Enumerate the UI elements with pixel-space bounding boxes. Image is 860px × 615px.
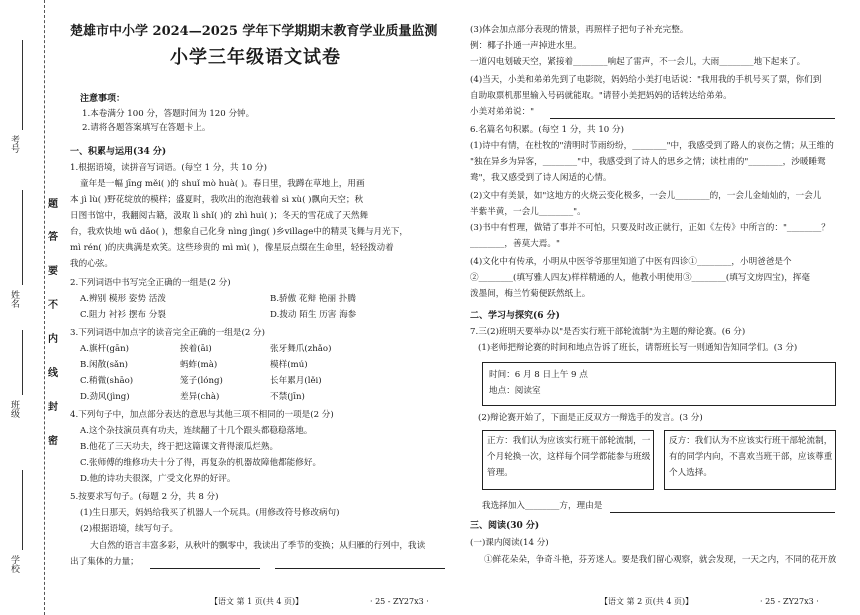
- q3-option-d: 不禁(jīn): [270, 392, 305, 402]
- exam-number-field[interactable]: [22, 40, 23, 130]
- section-heading: 二、学习与探究(6 分): [470, 311, 560, 321]
- label-class: 班级: [9, 400, 19, 418]
- seal-char: 线: [48, 368, 58, 379]
- q2-option-c[interactable]: C.阻力 衬衫 摆布 分裂: [80, 310, 166, 320]
- q5-example: 例：椰子扑通一声掉进水里。: [470, 41, 582, 51]
- label-exam-number: 考号: [9, 135, 19, 153]
- pro-text: 管理。: [487, 468, 513, 478]
- q2-option-d[interactable]: D.拨动 陌生 历害 海参: [270, 310, 357, 320]
- q6-line: 半紫半黄，一会儿________"。: [470, 207, 586, 217]
- seal-char: 内: [48, 334, 58, 345]
- q5-context: 出了集体的力量；: [70, 557, 139, 567]
- q3-option-a: 挨着(āi): [180, 344, 212, 354]
- question-3: 3.下列词语中加点字的读音完全正确的一组是(2 分): [70, 328, 265, 338]
- con-text: 个人选择。: [669, 468, 712, 478]
- q3-option-d: 差异(chà): [180, 392, 220, 402]
- answer-line[interactable]: [275, 568, 445, 569]
- question-7: 7.三(2)班明天要举办以"是否实行班干部轮流制"为主题的辩论赛。(6 分): [470, 327, 746, 337]
- q6-line: ②________(填写雅人四友)样样精通的人，他教小明使用③________(填写文房四宝)，挥毫: [470, 273, 810, 283]
- q3-option-b: 模样(mú): [270, 360, 308, 370]
- q5-answer-prompt: 小美对弟弟说：": [470, 107, 535, 117]
- q3-option-b[interactable]: B.闲散(sǎn): [80, 360, 129, 370]
- reading-subsection: (一)课内阅读(14 分): [470, 538, 549, 548]
- seal-char: 答: [48, 232, 58, 243]
- pro-side-box: [482, 430, 654, 490]
- q6-line: 泼墨间，梅兰竹菊便跃然纸上。: [470, 289, 591, 299]
- answer-line[interactable]: [550, 118, 835, 119]
- q7-part-1: (1)老师把辩论赛的时间和地点告诉了班长，请帮班长写一则通知告知同学们。(3 分): [478, 343, 798, 353]
- q1-line: 童年是一幅 jīng měi( )的 shuǐ mò huà( )。春日里，我蹲在草地上，用画: [80, 179, 365, 189]
- seal-char: 要: [48, 266, 58, 277]
- exam-title: 小学三年级语文试卷: [170, 47, 341, 68]
- q6-line: (2)文中有美景，如"这地方的火烧云变化极多，一会儿________的，一会儿金灿灿的，一会儿: [470, 191, 822, 201]
- q1-line: 我的心弦。: [70, 259, 113, 269]
- question-4: 4.下列句子中，加点部分表达的意思与其他三项不相同的一项是(2 分): [70, 410, 334, 420]
- q6-line: "独在异乡为异客，________"中，我感受到了诗人的思乡之情；读杜甫的"________，沙暖睡鸳: [470, 157, 826, 167]
- page-code: · 25 - ZY27x3 ·: [370, 597, 429, 606]
- answer-line[interactable]: [610, 512, 835, 513]
- q5-context: 大自然的语言丰富多彩，从秋叶的飘零中，我读出了季节的变换；从归雁的行列中，我读: [90, 541, 426, 551]
- seal-char: 封: [48, 402, 58, 413]
- q3-option-a[interactable]: A.旗杆(gān): [80, 344, 129, 354]
- section-heading: 一、积累与运用(34 分): [70, 147, 167, 157]
- q2-option-b[interactable]: B.骄傲 花辩 艳丽 扑腾: [270, 294, 356, 304]
- q4-option-b[interactable]: B.他花了三天功夫，终于把这篇课文背得滚瓜烂熟。: [80, 442, 279, 452]
- q4-option-d[interactable]: D.他的诗功夫很深，广受文化界的好评。: [80, 474, 236, 484]
- q6-line: (1)诗中有情，在杜牧的"清明时节雨纷纷，________"中，我感受到了路人的哀伤之情；从王维的: [470, 141, 834, 151]
- q5-part-4: 自助取票机那里输入号码就能取。"请替小美把妈妈的话转达给弟弟。: [470, 91, 732, 101]
- q6-line: (4)文化中有传承，小明从中医爷爷那里知道了中医有四诊①________，小明爸爸是个: [470, 257, 792, 267]
- page-footer: 【语文 第 2 页(共 4 页)】: [600, 597, 694, 606]
- q4-option-c[interactable]: C.张师傅的维修功夫十分了得，再复杂的机器故障他都能修好。: [80, 458, 322, 468]
- cut-line: [44, 0, 45, 615]
- q6-line: (3)书中有哲理，做错了事并不可怕，只要及时改正就行，正如《左传》中所言的："________？: [470, 223, 830, 233]
- page-1: [70, 0, 450, 615]
- exam-header: 楚雄市中小学 2024—2025 学年下学期期末教育学业质量监测: [70, 24, 438, 39]
- question-6: 6.名篇名句积累。(每空 1 分，共 10 分): [470, 125, 624, 135]
- question-1: 1.根据语境，读拼音写词语。(每空 1 分，共 10 分): [70, 163, 267, 173]
- con-text: 有的同学内向，不喜欢当班干部，应该尊重: [669, 452, 833, 462]
- q5-part-3: (3)体会加点部分表现的情景，再照样子把句子补充完整。: [470, 25, 689, 35]
- reading-text: ①鲜花朵朵，争奇斗艳，芬芳迷人。要是我们留心观察，就会发现，一天之内，不同的花开放: [484, 555, 837, 565]
- notice-line: 2.请将各题答案填写在答题卡上。: [82, 123, 211, 133]
- seal-char: 密: [48, 436, 58, 447]
- q6-line: ________，善莫大焉。": [470, 239, 560, 249]
- q6-line: 鸯"，我又感受到了诗人闲适的心情。: [470, 173, 612, 183]
- pro-text: 正方：我们认为应该实行班干部轮流制，一: [487, 436, 651, 446]
- question-5: 5.按要求写句子。(每题 2 分，共 8 分): [70, 492, 219, 502]
- notice-answer-box[interactable]: [482, 362, 836, 406]
- q3-option-a: 张牙舞爪(zhǎo): [270, 344, 332, 354]
- q3-option-c: 长年累月(lěi): [270, 376, 322, 386]
- q3-option-d[interactable]: D.劲风(jìng): [80, 392, 130, 402]
- q1-line: 台，我欢快地 wǔ dǎo( )，想象自己化身 nìng jìng( )乡village中的精灵飞舞与月光下，: [70, 227, 408, 237]
- section-heading: 三、阅读(30 分): [470, 521, 540, 531]
- answer-line[interactable]: [150, 568, 260, 569]
- q5-part-2: (2)根据语境，续写句子。: [80, 524, 179, 534]
- name-field[interactable]: [22, 190, 23, 285]
- pro-text: 个月轮换一次，这样每个同学都能参与班级: [487, 452, 651, 462]
- q5-part-4: (4)当天，小美和弟弟先到了电影院，妈妈给小美打电话说："我用我的手机号买了票，你们到: [470, 75, 822, 85]
- notice-title: 注意事项：: [80, 94, 126, 104]
- seal-char: 题: [48, 199, 58, 210]
- q5-part-1: (1)生日那天，妈妈给我买了机器人一个玩具。(用修改符号修改病句): [80, 508, 340, 518]
- notice-line: 1.本卷满分 100 分，答题时间为 120 分钟。: [82, 109, 255, 119]
- page-code: · 25 - ZY27x3 ·: [760, 597, 819, 606]
- q5-fill-line: 一道闪电划破天空，紧接着________响起了雷声，不一会儿，大雨________地下起来了。: [470, 57, 806, 67]
- seal-char: 不: [48, 300, 58, 311]
- q7-part-2: (2)辩论赛开始了，下面是正反双方一辩选手的发言。(3 分): [478, 413, 703, 423]
- con-side-box: [664, 430, 836, 490]
- q7-choice: 我选择加入________方，理由是: [482, 501, 603, 511]
- label-name: 姓名: [9, 290, 19, 308]
- q3-option-c[interactable]: C.稍微(shāo): [80, 376, 134, 386]
- notice-place: 地点：阅读室: [489, 386, 541, 396]
- school-field[interactable]: [22, 470, 23, 550]
- label-school: 学校: [9, 555, 19, 573]
- q3-option-c: 笼子(lóng): [180, 376, 223, 386]
- class-field[interactable]: [22, 330, 23, 395]
- q4-option-a[interactable]: A.这个杂技演员真有功夫，连续翻了十几个跟头都稳稳落地。: [80, 426, 313, 436]
- page-2: [470, 0, 840, 615]
- con-text: 反方：我们认为不应该实行班干部轮流制，: [669, 436, 833, 446]
- binding-strip: [0, 0, 62, 615]
- q2-option-a[interactable]: A.辨别 模形 姿势 活泼: [80, 294, 166, 304]
- q3-option-b: 蚂蚱(mà): [180, 360, 218, 370]
- question-2: 2.下列词语中书写完全正确的一组是(2 分): [70, 278, 231, 288]
- q1-line: 本 jì lù( )野花绽放的模样；盛夏时，我吹出的泡泡载着 sì xù( )飘向天空；秋: [70, 195, 364, 205]
- q1-line: mì rén( )的庆典满是欢笑。这些珍贵的 mì mì( )，像星辰点缀在生命里，轻轻拨动着: [70, 243, 394, 253]
- notice-time: 时间：6 月 8 日上午 9 点: [489, 370, 588, 380]
- q1-line: 日图书馆中，我翻阅古籍，汲取 lì shǐ( )的 zhì huì( )；冬天的雪花成了天然舞: [70, 211, 369, 221]
- page-footer: 【语文 第 1 页(共 4 页)】: [210, 597, 304, 606]
